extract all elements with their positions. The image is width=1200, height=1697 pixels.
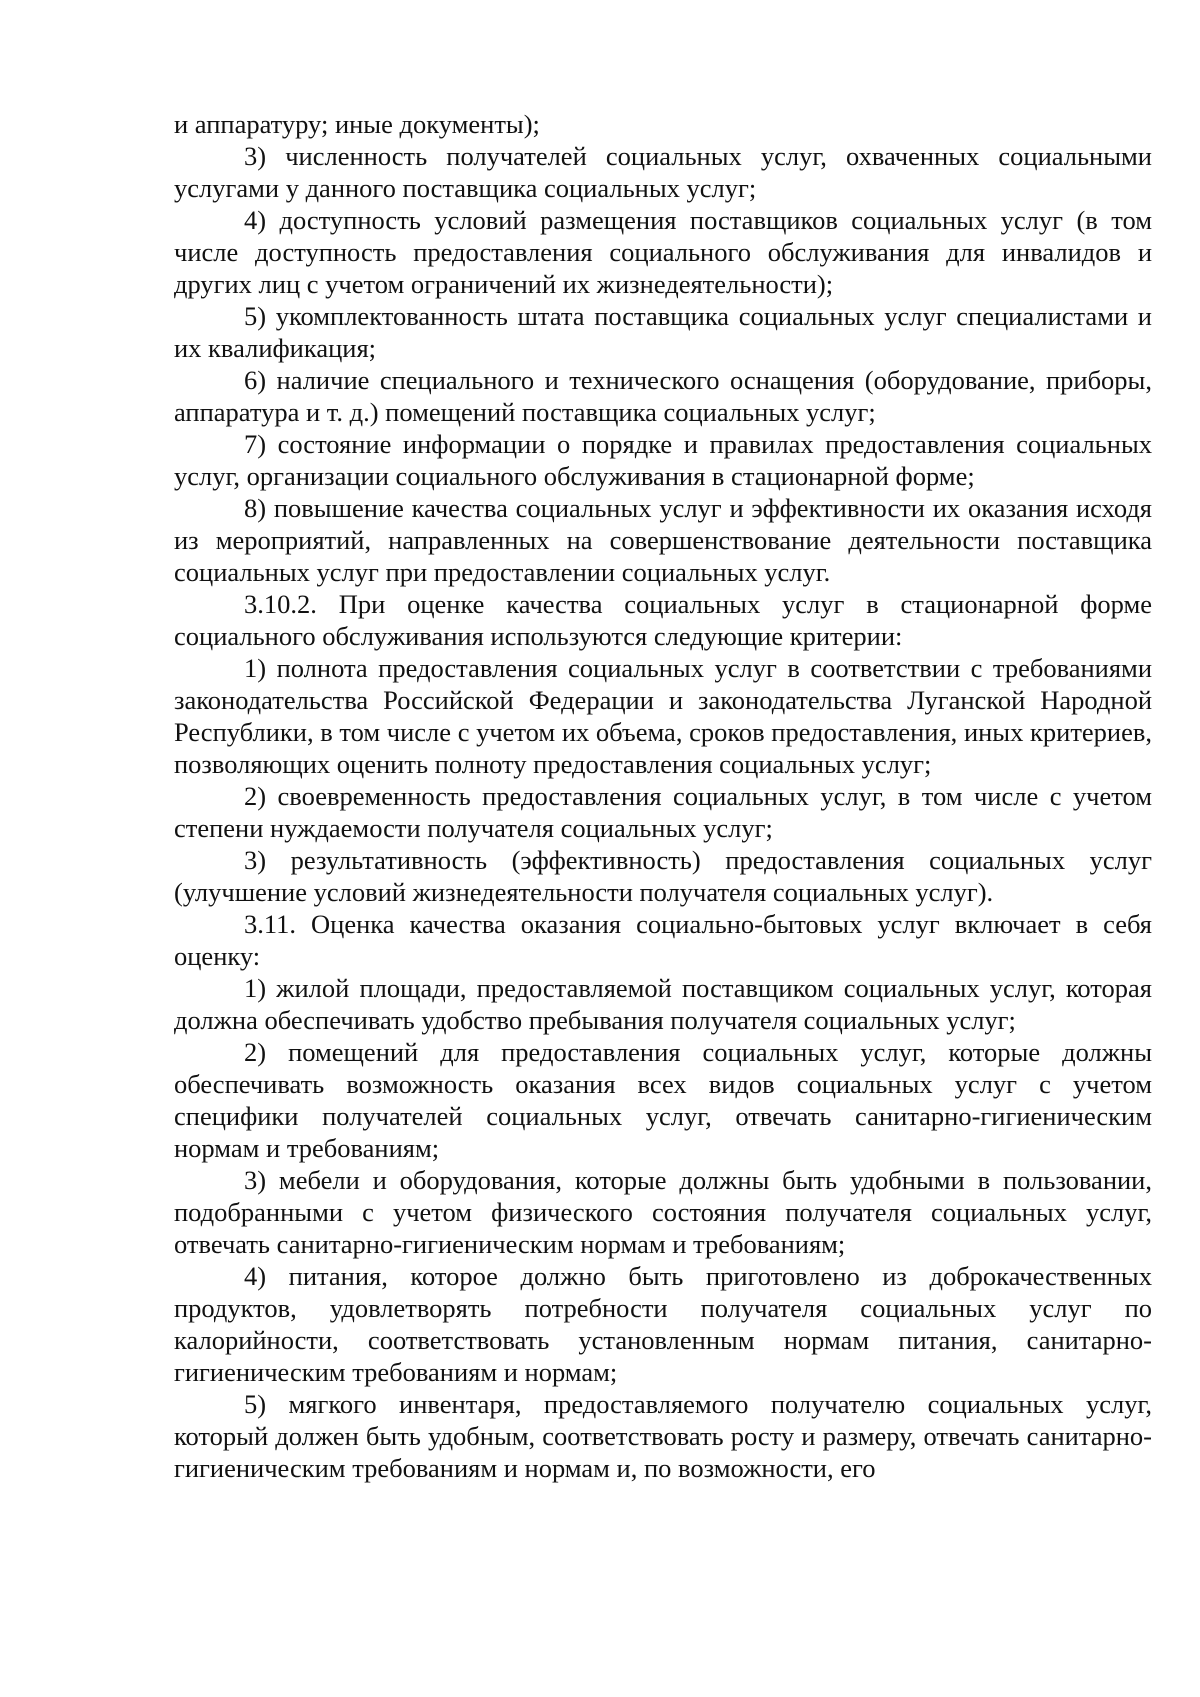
paragraph-item-5-staffing: 5) укомплектованность штата поставщика социальных услуг специалистами и их квалификация;	[174, 301, 1152, 363]
paragraph-item-4-accessibility: 4) доступность условий размещения поставщиков социальных услуг (в том числе доступность предоставления социального обслуживания для инвалидов и других лиц с учетом ограничений их жизнедеятельности);	[174, 205, 1152, 299]
paragraph-item-6-equipment: 6) наличие специального и технического оснащения (оборудование, приборы, аппаратура и т. д.) помещений поставщика социальных услуг;	[174, 365, 1152, 427]
paragraph-assessment-5-soft-inventory: 5) мягкого инвентаря, предоставляемого получателю социальных услуг, который должен быть удобным, соответствовать росту и размеру, отвечать санитарно-гигиеническим требованиям и нормам и, по возможности, его	[174, 1389, 1152, 1483]
paragraph-section-3-11: 3.11. Оценка качества оказания социально-бытовых услуг включает в себя оценку:	[174, 909, 1152, 971]
paragraph-criterion-1-completeness: 1) полнота предоставления социальных услуг в соответствии с требованиями законодательства Российской Федерации и законодательства Луганской Народной Республики, в том числе с учетом их объема, сроков предоставления, иных критериев, позволяющих оценить полноту предоставления социальных услуг;	[174, 653, 1152, 779]
paragraph-criterion-3-effectiveness: 3) результативность (эффективность) предоставления социальных услуг (улучшение условий жизнедеятельности получателя социальных услуг).	[174, 845, 1152, 907]
paragraph-continuation: и аппаратуру; иные документы);	[174, 109, 540, 139]
paragraph-assessment-3-furniture: 3) мебели и оборудования, которые должны быть удобными в пользовании, подобранными с учетом физического состояния получателя социальных услуг, отвечать санитарно-гигиеническим нормам и требованиям;	[174, 1165, 1152, 1259]
paragraph-item-8-quality-improvement: 8) повышение качества социальных услуг и эффективности их оказания исходя из мероприятий, направленных на совершенствование деятельности поставщика социальных услуг при предоставлении социальных услуг.	[174, 493, 1152, 587]
document-page	[174, 108, 1152, 1484]
paragraph-section-3-10-2: 3.10.2. При оценке качества социальных услуг в стационарной форме социального обслуживания используются следующие критерии:	[174, 589, 1152, 651]
paragraph-assessment-4-nutrition: 4) питания, которое должно быть приготовлено из доброкачественных продуктов, удовлетворять потребности получателя социальных услуг по калорийности, соответствовать установленным нормам питания, санитарно-гигиеническим требованиям и нормам;	[174, 1261, 1152, 1387]
paragraph-criterion-2-timeliness: 2) своевременность предоставления социальных услуг, в том числе с учетом степени нуждаемости получателя социальных услуг;	[174, 781, 1152, 843]
paragraph-assessment-1-living-space: 1) жилой площади, предоставляемой поставщиком социальных услуг, которая должна обеспечивать удобство пребывания получателя социальных услуг;	[174, 973, 1152, 1035]
paragraph-item-7-information: 7) состояние информации о порядке и правилах предоставления социальных услуг, организации социального обслуживания в стационарной форме;	[174, 429, 1152, 491]
paragraph-assessment-2-premises: 2) помещений для предоставления социальных услуг, которые должны обеспечивать возможность оказания всех видов социальных услуг с учетом специфики получателей социальных услуг, отвечать санитарно-гигиеническим нормам и требованиям;	[174, 1037, 1152, 1163]
paragraph-item-3-recipients-count: 3) численность получателей социальных услуг, охваченных социальными услугами у данного поставщика социальных услуг;	[174, 141, 1152, 203]
